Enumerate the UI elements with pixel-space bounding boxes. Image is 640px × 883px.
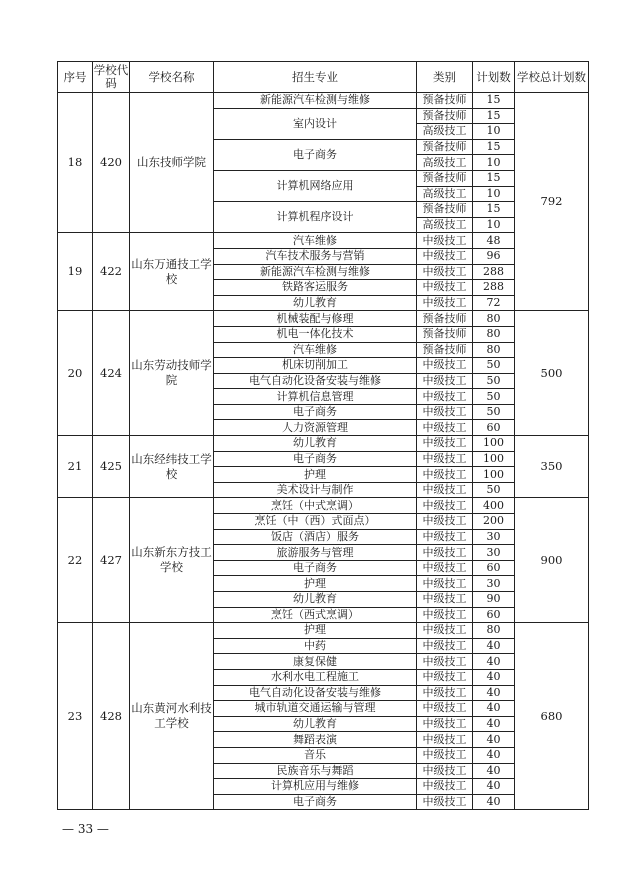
plan-count-cell: 10	[473, 186, 515, 202]
category-cell: 中级技工	[417, 623, 473, 639]
major-cell: 烹饪（中式烹调）	[214, 498, 417, 514]
major-cell: 新能源汽车检测与维修	[214, 93, 417, 109]
plan-count-cell: 50	[473, 404, 515, 420]
category-cell: 中级技工	[417, 747, 473, 763]
header-school-name: 学校名称	[130, 62, 214, 93]
major-cell: 幼儿教育	[214, 436, 417, 452]
plan-count-cell: 100	[473, 467, 515, 483]
school-code-cell: 427	[93, 498, 130, 623]
category-cell: 中级技工	[417, 420, 473, 436]
major-cell: 计算机应用与维修	[214, 779, 417, 795]
school-code-cell: 422	[93, 233, 130, 311]
school-total-cell: 680	[515, 623, 589, 810]
category-cell: 中级技工	[417, 233, 473, 249]
plan-count-cell: 100	[473, 436, 515, 452]
category-cell: 中级技工	[417, 779, 473, 795]
major-cell: 人力资源管理	[214, 420, 417, 436]
plan-count-cell: 40	[473, 794, 515, 810]
school-code-cell: 428	[93, 623, 130, 810]
category-cell: 中级技工	[417, 482, 473, 498]
plan-count-cell: 80	[473, 623, 515, 639]
header-school-total: 学校总计划数	[515, 62, 589, 93]
category-cell: 高级技工	[417, 217, 473, 233]
major-cell: 电子商务	[214, 794, 417, 810]
school-code-cell: 424	[93, 311, 130, 436]
major-cell: 新能源汽车检测与维修	[214, 264, 417, 280]
plan-count-cell: 30	[473, 576, 515, 592]
table-body	[58, 93, 589, 810]
category-cell: 中级技工	[417, 404, 473, 420]
category-cell: 中级技工	[417, 498, 473, 514]
seq-cell: 19	[58, 233, 93, 311]
school-name-cell: 山东劳动技师学院	[130, 311, 214, 436]
header-category: 类别	[417, 62, 473, 93]
plan-count-cell: 15	[473, 108, 515, 124]
category-cell: 中级技工	[417, 685, 473, 701]
plan-count-cell: 50	[473, 482, 515, 498]
school-total-cell: 900	[515, 498, 589, 623]
major-cell: 饭店（酒店）服务	[214, 529, 417, 545]
plan-count-cell: 50	[473, 358, 515, 374]
enrollment-plan-table	[57, 61, 589, 810]
plan-count-cell: 60	[473, 420, 515, 436]
major-cell: 音乐	[214, 747, 417, 763]
page-number: — 33 —	[62, 822, 109, 836]
category-cell: 中级技工	[417, 732, 473, 748]
plan-count-cell: 50	[473, 389, 515, 405]
plan-count-cell: 10	[473, 155, 515, 171]
category-cell: 中级技工	[417, 358, 473, 374]
plan-count-cell: 40	[473, 701, 515, 717]
major-cell: 城市轨道交通运输与管理	[214, 701, 417, 717]
category-cell: 中级技工	[417, 389, 473, 405]
major-cell: 幼儿教育	[214, 716, 417, 732]
table-row	[58, 498, 589, 514]
major-cell: 护理	[214, 467, 417, 483]
plan-count-cell: 40	[473, 732, 515, 748]
category-cell: 中级技工	[417, 451, 473, 467]
major-cell: 计算机网络应用	[214, 170, 417, 201]
category-cell: 预备技师	[417, 139, 473, 155]
seq-cell: 22	[58, 498, 93, 623]
seq-cell: 23	[58, 623, 93, 810]
plan-count-cell: 96	[473, 248, 515, 264]
major-cell: 舞蹈表演	[214, 732, 417, 748]
school-name-cell: 山东经纬技工学校	[130, 436, 214, 498]
category-cell: 高级技工	[417, 186, 473, 202]
major-cell: 水利水电工程施工	[214, 669, 417, 685]
major-cell: 机床切削加工	[214, 358, 417, 374]
major-cell: 幼儿教育	[214, 295, 417, 311]
table-row	[58, 623, 589, 639]
seq-cell: 20	[58, 311, 93, 436]
major-cell: 护理	[214, 576, 417, 592]
plan-count-cell: 288	[473, 264, 515, 280]
category-cell: 中级技工	[417, 529, 473, 545]
plan-count-cell: 72	[473, 295, 515, 311]
plan-count-cell: 40	[473, 669, 515, 685]
table-row	[58, 233, 589, 249]
school-name-cell: 山东新东方技工学校	[130, 498, 214, 623]
major-cell: 电子商务	[214, 404, 417, 420]
plan-count-cell: 40	[473, 763, 515, 779]
major-cell: 机电一体化技术	[214, 326, 417, 342]
plan-count-cell: 80	[473, 311, 515, 327]
major-cell: 烹饪（中（西）式面点）	[214, 514, 417, 530]
category-cell: 预备技师	[417, 326, 473, 342]
plan-count-cell: 40	[473, 716, 515, 732]
category-cell: 中级技工	[417, 638, 473, 654]
plan-count-cell: 40	[473, 747, 515, 763]
plan-count-cell: 100	[473, 451, 515, 467]
header-plan-count: 计划数	[473, 62, 515, 93]
major-cell: 电气自动化设备安装与维修	[214, 373, 417, 389]
table-row	[58, 311, 589, 327]
plan-count-cell: 10	[473, 124, 515, 140]
category-cell: 预备技师	[417, 342, 473, 358]
major-cell: 室内设计	[214, 108, 417, 139]
plan-count-cell: 80	[473, 342, 515, 358]
major-cell: 电子商务	[214, 560, 417, 576]
header-school-code: 学校代码	[93, 62, 130, 93]
category-cell: 中级技工	[417, 545, 473, 561]
plan-count-cell: 60	[473, 560, 515, 576]
table-row	[58, 436, 589, 452]
plan-count-cell: 40	[473, 638, 515, 654]
table-row	[58, 93, 589, 109]
category-cell: 中级技工	[417, 607, 473, 623]
major-cell: 美术设计与制作	[214, 482, 417, 498]
category-cell: 中级技工	[417, 763, 473, 779]
category-cell: 中级技工	[417, 701, 473, 717]
plan-count-cell: 288	[473, 280, 515, 296]
plan-count-cell: 400	[473, 498, 515, 514]
category-cell: 预备技师	[417, 170, 473, 186]
major-cell: 铁路客运服务	[214, 280, 417, 296]
major-cell: 旅游服务与管理	[214, 545, 417, 561]
plan-count-cell: 50	[473, 373, 515, 389]
plan-count-cell: 30	[473, 545, 515, 561]
major-cell: 民族音乐与舞蹈	[214, 763, 417, 779]
major-cell: 幼儿教育	[214, 592, 417, 608]
seq-cell: 21	[58, 436, 93, 498]
category-cell: 预备技师	[417, 311, 473, 327]
seq-cell: 18	[58, 93, 93, 233]
school-total-cell: 350	[515, 436, 589, 498]
major-cell: 汽车维修	[214, 342, 417, 358]
major-cell: 汽车维修	[214, 233, 417, 249]
plan-count-cell: 90	[473, 592, 515, 608]
plan-count-cell: 15	[473, 202, 515, 218]
category-cell: 中级技工	[417, 280, 473, 296]
school-total-cell: 792	[515, 93, 589, 311]
category-cell: 中级技工	[417, 654, 473, 670]
major-cell: 汽车技术服务与营销	[214, 248, 417, 264]
major-cell: 电气自动化设备安装与维修	[214, 685, 417, 701]
major-cell: 烹饪（西式烹调）	[214, 607, 417, 623]
category-cell: 中级技工	[417, 592, 473, 608]
plan-count-cell: 30	[473, 529, 515, 545]
major-cell: 电子商务	[214, 139, 417, 170]
category-cell: 中级技工	[417, 295, 473, 311]
category-cell: 中级技工	[417, 248, 473, 264]
category-cell: 中级技工	[417, 576, 473, 592]
category-cell: 中级技工	[417, 514, 473, 530]
category-cell: 中级技工	[417, 264, 473, 280]
category-cell: 中级技工	[417, 373, 473, 389]
major-cell: 计算机信息管理	[214, 389, 417, 405]
category-cell: 中级技工	[417, 436, 473, 452]
category-cell: 预备技师	[417, 108, 473, 124]
plan-count-cell: 10	[473, 217, 515, 233]
major-cell: 电子商务	[214, 451, 417, 467]
header-major: 招生专业	[214, 62, 417, 93]
table-header-row	[58, 62, 589, 93]
major-cell: 机械装配与修理	[214, 311, 417, 327]
school-code-cell: 420	[93, 93, 130, 233]
header-seq: 序号	[58, 62, 93, 93]
school-name-cell: 山东万通技工学校	[130, 233, 214, 311]
plan-count-cell: 40	[473, 779, 515, 795]
category-cell: 中级技工	[417, 467, 473, 483]
category-cell: 高级技工	[417, 155, 473, 171]
plan-count-cell: 15	[473, 139, 515, 155]
major-cell: 护理	[214, 623, 417, 639]
category-cell: 中级技工	[417, 716, 473, 732]
school-total-cell: 500	[515, 311, 589, 436]
plan-count-cell: 15	[473, 93, 515, 109]
category-cell: 预备技师	[417, 93, 473, 109]
category-cell: 中级技工	[417, 794, 473, 810]
plan-count-cell: 40	[473, 685, 515, 701]
major-cell: 计算机程序设计	[214, 202, 417, 233]
plan-count-cell: 48	[473, 233, 515, 249]
category-cell: 高级技工	[417, 124, 473, 140]
school-code-cell: 425	[93, 436, 130, 498]
major-cell: 康复保健	[214, 654, 417, 670]
school-name-cell: 山东技师学院	[130, 93, 214, 233]
major-cell: 中药	[214, 638, 417, 654]
school-name-cell: 山东黄河水利技工学校	[130, 623, 214, 810]
plan-count-cell: 200	[473, 514, 515, 530]
category-cell: 预备技师	[417, 202, 473, 218]
category-cell: 中级技工	[417, 560, 473, 576]
plan-count-cell: 60	[473, 607, 515, 623]
plan-count-cell: 15	[473, 170, 515, 186]
plan-count-cell: 40	[473, 654, 515, 670]
category-cell: 中级技工	[417, 669, 473, 685]
plan-count-cell: 80	[473, 326, 515, 342]
